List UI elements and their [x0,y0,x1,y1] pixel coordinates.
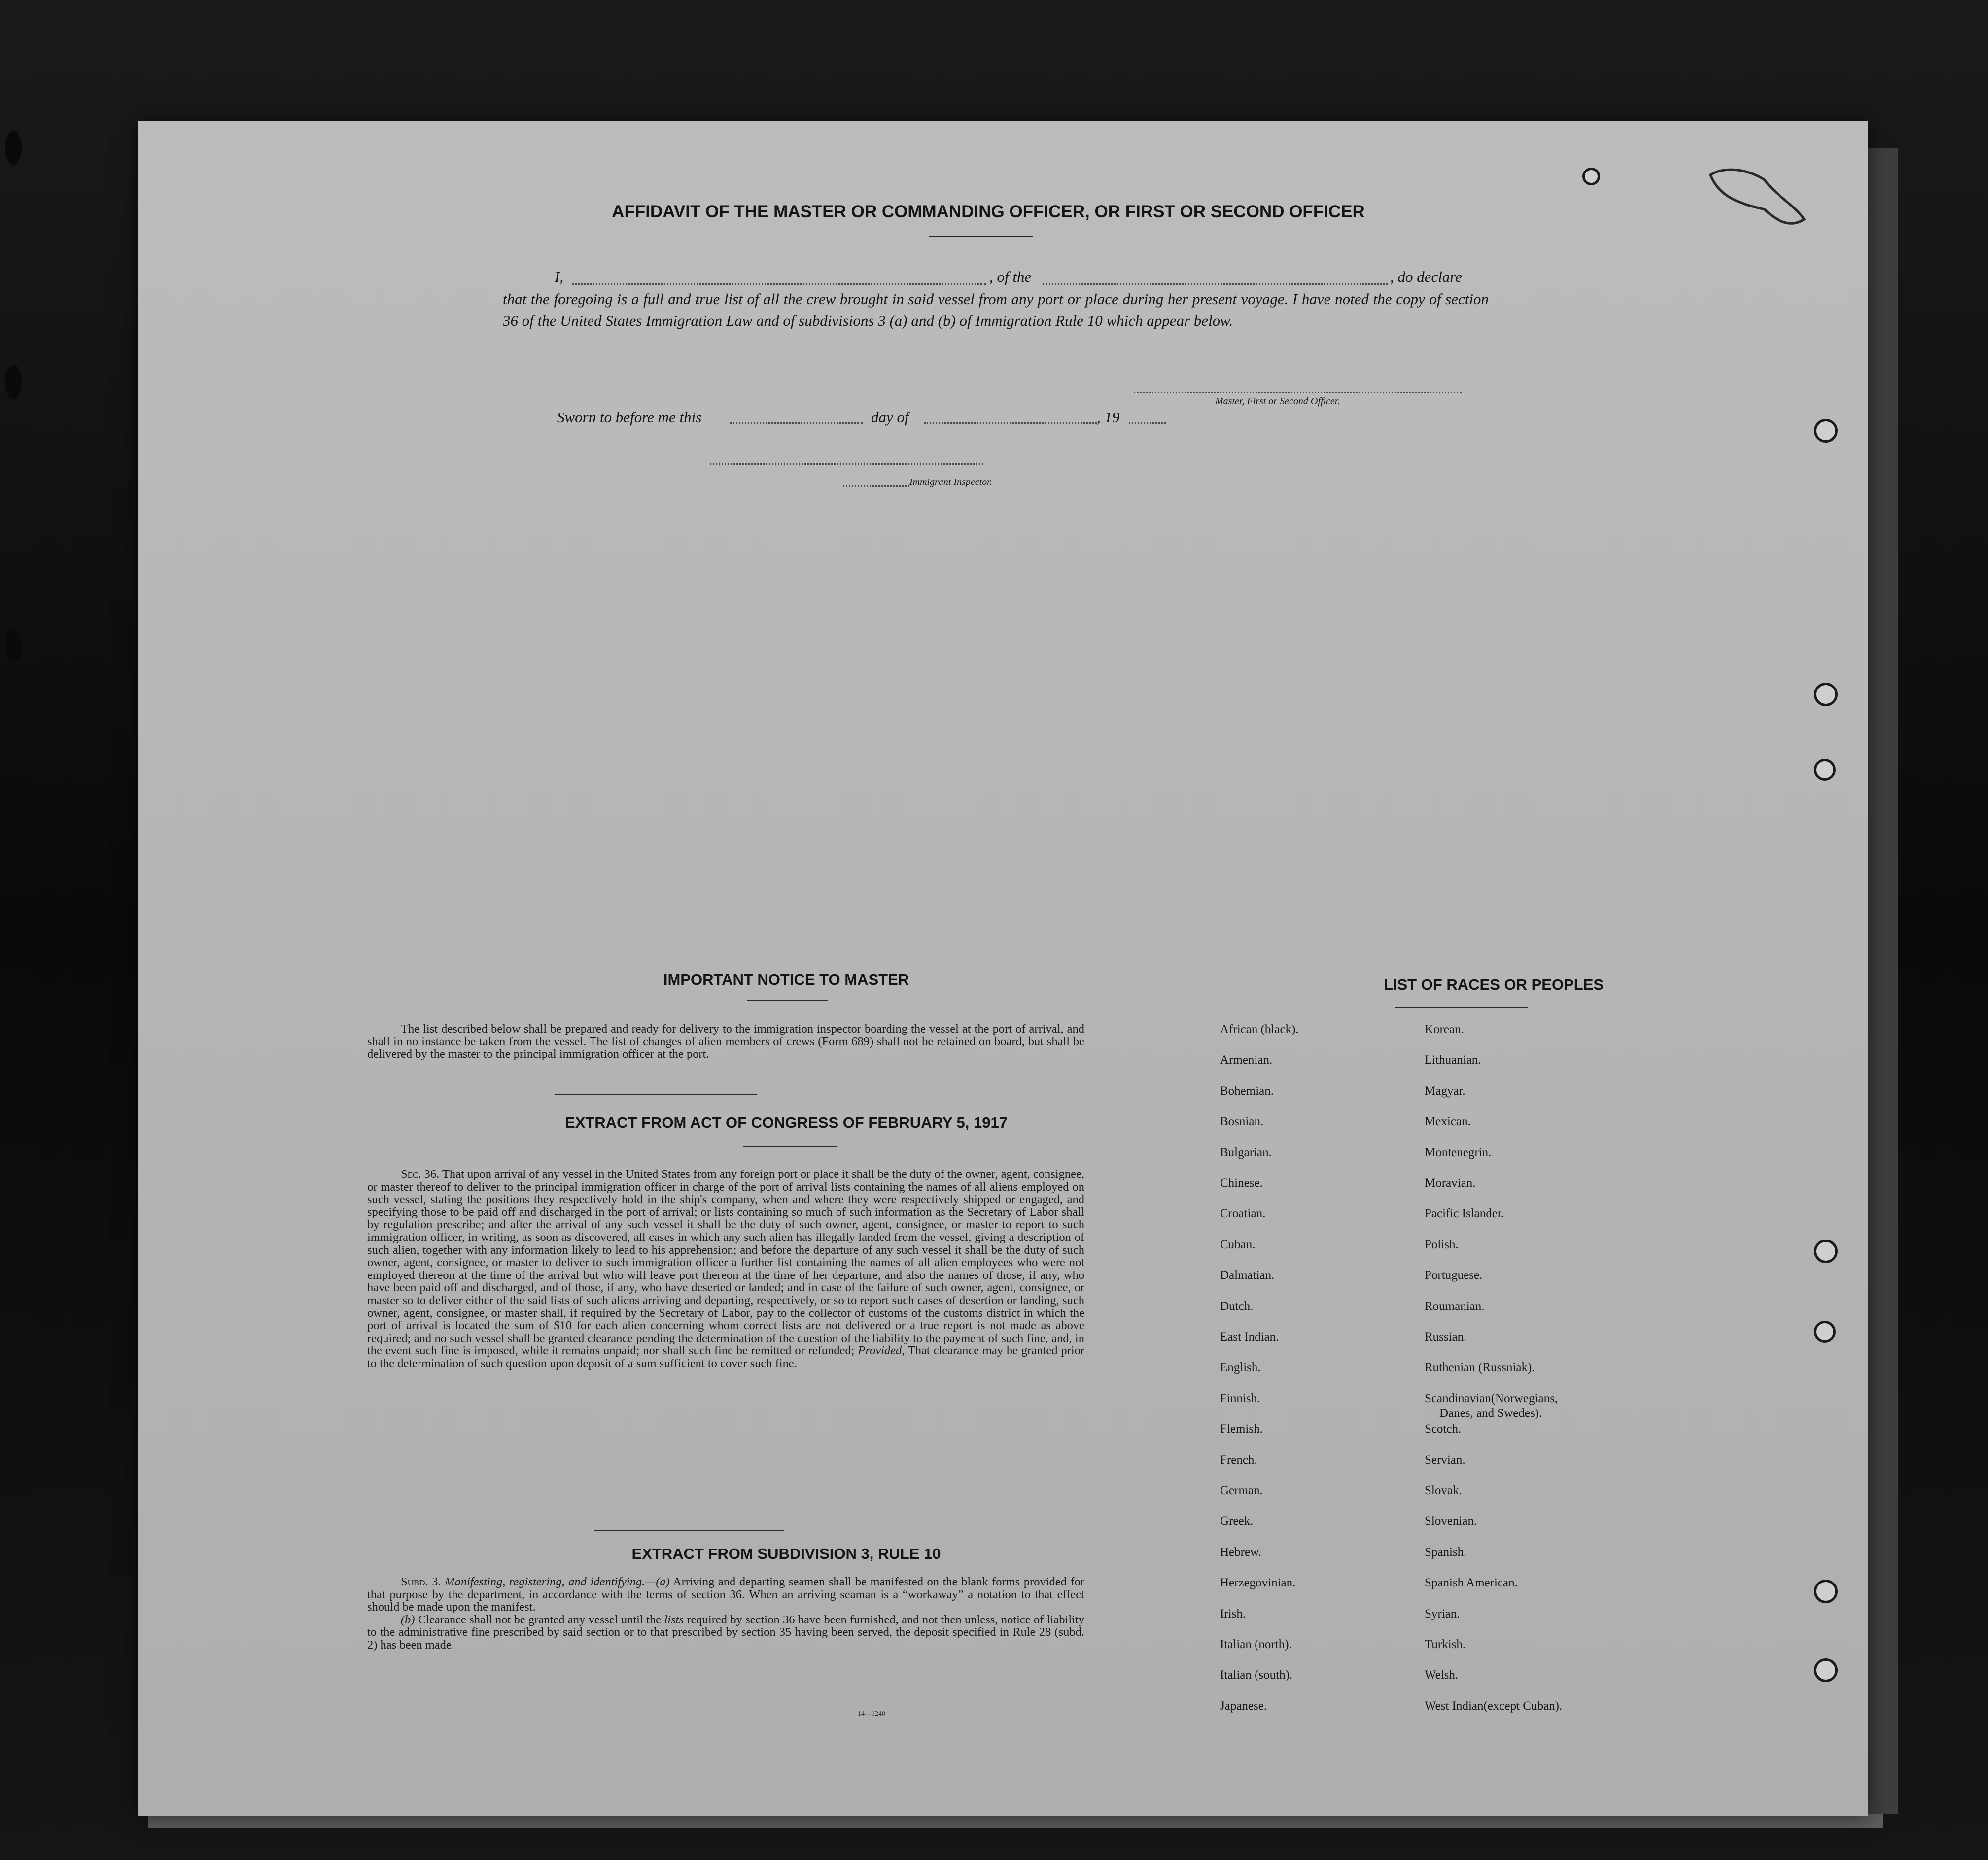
race-item: African (black). [1220,1023,1299,1036]
punch-hole [1814,1240,1838,1263]
inspector-name-line[interactable] [843,485,909,487]
sec-label: Sec. 36. [401,1168,440,1181]
sworn-year-line[interactable] [1129,422,1166,424]
sworn-month-line[interactable] [924,422,1097,424]
race-item: Servian. [1425,1453,1465,1467]
race-item: Irish. [1220,1607,1246,1620]
act-extract-underline [743,1146,837,1147]
race-item: Welsh. [1425,1668,1459,1682]
form-number: 14—1240 [858,1710,885,1718]
affidavit-body: that the foregoing is a full and true list of all the crew brought in said vessel from any port or place during her present voyage. I have noted the copy of section 36 of the United States Immigration Law and of subdivisions 3 (a) and (b) of Immigration Rule 10 which appear below. [503,290,1489,329]
race-item: Danes, and Swedes). [1439,1406,1542,1420]
race-item: Syrian. [1425,1607,1460,1620]
race-item: Turkish. [1425,1638,1466,1651]
race-item: Spanish. [1425,1545,1467,1559]
race-item: Ruthenian (Russniak). [1425,1361,1535,1375]
race-item: French. [1220,1453,1257,1467]
race-item: Mexican. [1425,1115,1471,1129]
race-item: Slovak. [1425,1484,1462,1497]
vessel-field-line[interactable] [1043,283,1388,285]
notice-title: IMPORTANT NOTICE TO MASTER [663,971,909,988]
race-item: Korean. [1425,1023,1464,1036]
race-item: Dutch. [1220,1299,1254,1313]
punch-hole [1814,419,1838,443]
signature-caption: Master, First or Second Officer. [1215,396,1340,407]
binder-hole [5,131,22,165]
punch-hole [1814,1658,1838,1682]
race-item: Pacific Islander. [1425,1207,1504,1221]
act-extract-divider [594,1530,784,1531]
race-item: Hebrew. [1220,1545,1261,1559]
binder-hole [5,628,22,663]
race-item: Greek. [1220,1515,1254,1528]
day-of-label: day of [871,409,909,426]
race-item: Flemish. [1220,1422,1263,1436]
races-underline [1395,1007,1528,1008]
race-item: Montenegrin. [1425,1145,1492,1159]
punch-hole [1814,1580,1838,1603]
race-item: Lithuanian. [1425,1053,1481,1067]
punch-hole [1814,1321,1836,1343]
sworn-day-line[interactable] [730,422,863,424]
race-item: Polish. [1425,1238,1459,1251]
notice-underline [747,1000,828,1001]
notice-divider [555,1094,757,1095]
races-title: LIST OF RACES OR PEOPLES [1383,976,1604,993]
affidavit-title: AFFIDAVIT OF THE MASTER OR COMMANDING OFFICER, OR FIRST OR SECOND OFFICER [612,202,1365,221]
punch-hole [1814,759,1836,781]
race-item: Bosnian. [1220,1115,1264,1129]
race-item: Bohemian. [1220,1084,1274,1098]
race-item: Dalmatian. [1220,1269,1275,1282]
notice-body: The list described below shall be prepared and ready for delivery to the immigration inspector boarding the vessel at the port of arrival, and shall in no instance be taken from the vessel. The list of changes of alien members of crews (Form 689) shall not be retained on board, but shall be delivered by the master to the principal immigration officer at the port. [367,1022,1084,1061]
race-item: Armenian. [1220,1053,1273,1067]
race-item: Italian (north). [1220,1638,1292,1651]
race-item: Scotch. [1425,1422,1462,1436]
race-item: Slovenian. [1425,1515,1477,1528]
race-item: Roumanian. [1425,1299,1485,1313]
form-page [138,121,1868,1816]
race-item: German. [1220,1484,1263,1497]
punch-hole [1814,683,1838,706]
race-item: Herzegovinian. [1220,1576,1296,1590]
race-item: Magyar. [1425,1084,1465,1098]
inspector-signature-line[interactable] [710,463,983,465]
race-item: Moravian. [1425,1176,1476,1190]
name-field-line[interactable] [572,283,986,285]
race-item: English. [1220,1361,1261,1375]
race-item: Russian. [1425,1330,1467,1343]
race-item: Bulgarian. [1220,1145,1272,1159]
race-item: Spanish American. [1425,1576,1518,1590]
year-label: , 19 [1097,409,1120,426]
race-item: Chinese. [1220,1176,1263,1190]
race-item: Scandinavian(Norwegians, [1425,1391,1558,1405]
inspector-caption: Immigrant Inspector. [909,477,992,487]
affidavit-of-the-label: , of the [989,268,1032,285]
act-extract-title: EXTRACT FROM ACT OF CONGRESS OF FEBRUARY 5, 1917 [565,1114,1008,1131]
torn-corner-mark [1691,160,1819,259]
race-item: Portuguese. [1425,1269,1483,1282]
race-item: East Indian. [1220,1330,1279,1343]
affidavit-do-declare-label: , do declare [1390,268,1463,285]
race-item: Croatian. [1220,1207,1266,1221]
rule-extract-body: Subd. 3. Manifesting, registering, and identifying.—(a) Arriving and departing seamen shall be manifested on the blank forms provided for that purpose by the department, in accordance with the terms of section 36. When an arriving seaman is a “workaway” a notation to that effect should be made upon the manifest. (b) Clearance shall not be granted any vessel until the lists required by section 36 have been furnished, and not then unless, notice of liability to the administrative fine prescribed by said section or to that prescribed by section 35 having been served, the deposit specified in Rule 28 (subd. 2) has been made. [367,1575,1085,1652]
sworn-label: Sworn to before me this [557,409,702,426]
punch-hole [1582,168,1600,185]
affidavit-i-label: I, [555,268,564,285]
race-item: Finnish. [1220,1391,1260,1405]
title-underline [929,236,1033,237]
race-item: Cuban. [1220,1238,1256,1251]
race-item: Italian (south). [1220,1668,1293,1682]
rule-extract-title: EXTRACT FROM SUBDIVISION 3, RULE 10 [631,1545,941,1562]
binder-hole [5,365,22,399]
act-extract-body: Sec. 36. That upon arrival of any vessel in the United States from any foreign port or place it shall be the duty of the owner, agent, consignee, or master thereof to deliver to the principal immigration officer in charge of the port of arrival lists containing the names of all aliens employed on such vessel, stating the positions they respectively hold in the ship's company, when and where they were respectively shipped or engaged, and specifying those to be paid off and discharged in the port of arrival; or lists containing so much of such information as the Secretary of Labor shall by regulation prescribe; and after the arrival of any such vessel it shall be the duty of such owner, agent, consignee, or master to report to such immigration officer, in writing, as soon as discovered, all cases in which any such alien has illegally landed from the vessel, giving a description of such alien, together with any information likely to lead to his apprehension; and before the departure of any such vessel it shall be the duty of such owner, agent, consignee, or master to deliver to such immigration officer a further list containing the names of all alien employees who were not employed thereon at the time of the arrival but who will leave port thereon at the time of her departure, and also the names of those, if any, who have been paid off and discharged, and of those, if any, who have deserted or landed; and in case of the failure of such owner, agent, consignee, or master so to deliver either of the said lists of such aliens arriving and departing, respectively, or so to report such cases of desertion or landing, such owner, agent, consignee, or master shall, if required by the Secretary of Labor, pay to the collector of customs of the customs district in which the port of arrival is located the sum of $10 for each alien concerning whom correct lists are not delivered or a true report is not made as above required; and no such vessel shall be granted clearance pending the determination of the question of the liability to the payment of such fine, and, in the event such fine is imposed, while it remains unpaid; nor shall such fine be remitted or refunded; Provided, That clearance may be granted prior to the determination of such question upon deposit of a sum sufficient to cover such fine. [367,1168,1084,1370]
race-item: West Indian(except Cuban). [1425,1699,1563,1713]
signature-line[interactable] [1134,392,1462,393]
race-item: Japanese. [1220,1699,1267,1713]
provided-label: Provided, [858,1344,905,1358]
